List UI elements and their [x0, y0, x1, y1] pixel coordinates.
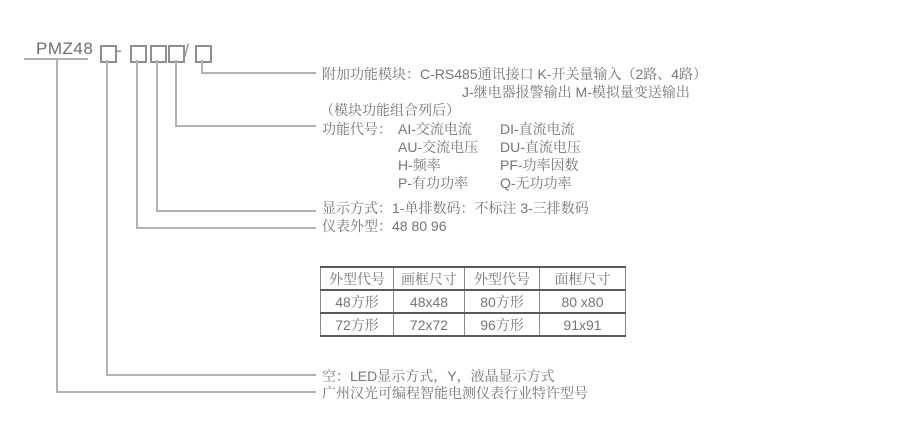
size-table-header: 画框尺寸 — [394, 267, 465, 290]
function-code-label: 功能代号： — [322, 121, 392, 137]
leader-hline-blank-option — [106, 374, 316, 376]
meter-size-callout: 仪表外型：48 80 96 — [322, 218, 447, 234]
size-table-header: 外型代号 — [465, 267, 540, 290]
size-table-row — [321, 290, 626, 313]
function-code-item: DI-直流电流 — [500, 121, 575, 137]
leader-vline-meter-size — [136, 60, 138, 229]
code-box-5 — [195, 45, 212, 63]
module-callout-line2: J-继电器报警输出 M-模拟量变送输出 — [462, 84, 690, 100]
size-table-cell: 96方形 — [465, 313, 540, 336]
model-prefix: PMZ48 — [36, 39, 94, 58]
leader-hline-brand — [56, 391, 316, 393]
size-table-cell: 91x91 — [540, 313, 626, 336]
function-code-item: AU-交流电压 — [398, 139, 479, 155]
size-table-cell: 48方形 — [321, 290, 394, 313]
size-table-cell: 72方形 — [321, 313, 394, 336]
function-code-col1 — [398, 120, 478, 192]
code-box-1 — [100, 45, 117, 63]
leader-hline-module — [201, 72, 316, 74]
function-code-item: H-频率 — [398, 157, 441, 173]
function-code-item: DU-直流电压 — [500, 139, 581, 155]
size-table-header: 面框尺寸 — [540, 267, 626, 290]
slash-separator: / — [184, 41, 190, 61]
function-code-item: AI-交流电流 — [398, 121, 472, 137]
dash-separator: - — [116, 40, 122, 60]
module-callout-line1: 附加功能模块：C-RS485通讯接口 K-开关量输入（2路、4路） — [322, 66, 708, 82]
code-box-3 — [150, 45, 167, 63]
leader-vline-display-mode — [156, 60, 158, 212]
function-code-col2 — [500, 120, 581, 192]
size-table-header: 外型代号 — [321, 267, 394, 290]
module-callout-note: （模块功能组合列后） — [320, 102, 460, 118]
size-table-cell: 80 x80 — [540, 290, 626, 313]
function-code-item: Q-无功功率 — [500, 175, 572, 191]
size-table-row — [321, 313, 626, 336]
size-table-header-row — [321, 267, 626, 290]
leader-hline-display-mode — [156, 210, 316, 212]
code-box-2 — [130, 45, 147, 63]
size-table-cell: 80方形 — [465, 290, 540, 313]
leader-vline-function-code — [175, 60, 177, 127]
leader-hline-meter-size — [136, 227, 316, 229]
blank-option-callout: 空：LED显示方式，Y，液晶显示方式 — [322, 368, 555, 384]
size-table-cell: 48x48 — [394, 290, 465, 313]
function-code-item: P-有功功率 — [398, 175, 468, 191]
leader-vline-blank-option — [106, 60, 108, 376]
display-mode-callout: 显示方式：1-单排数码：不标注 3-三排数码 — [322, 200, 589, 216]
brand-callout: 广州汉光可编程智能电测仪表行业特许型号 — [322, 385, 588, 401]
leader-hline-function-code — [175, 125, 316, 127]
function-code-item: PF-功率因数 — [500, 157, 579, 173]
size-table-cell: 72x72 — [394, 313, 465, 336]
leader-vline-brand — [56, 60, 58, 393]
size-table — [320, 266, 626, 337]
